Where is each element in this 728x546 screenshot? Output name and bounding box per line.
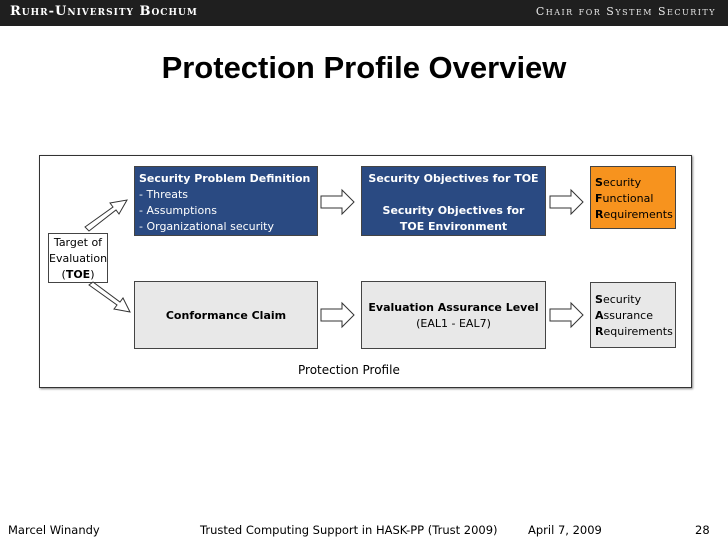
security-problem-definition-box	[134, 166, 318, 249]
security-objectives-box	[361, 166, 546, 236]
spd-title: Security Problem Definition	[139, 172, 311, 185]
eal-label: Evaluation Assurance Level	[368, 301, 539, 314]
chair-name: Chair for System Security	[535, 5, 716, 18]
toe-box	[48, 233, 108, 283]
spd-item-threats: - Threats	[139, 188, 188, 201]
objectives-env-line1: Security Objectives for	[382, 204, 525, 217]
slide-title-text: Protection Profile Overview	[161, 50, 567, 85]
institution-name: Ruhr-University Bochum	[10, 4, 198, 19]
slide-title	[0, 50, 728, 86]
sar-line-assurance: Assurance	[595, 309, 653, 322]
spd-item-policies: - Organizational security policies	[139, 220, 275, 249]
sfr-box	[590, 166, 676, 229]
protection-profile-label: Protection Profile	[298, 363, 400, 377]
sfr-line-requirements: Requirements	[595, 208, 673, 221]
eal-box	[361, 281, 546, 349]
toe-line1: Target of	[53, 236, 103, 249]
sfr-line-functional: Functional	[595, 192, 654, 205]
sar-line-requirements: Requirements	[595, 325, 673, 338]
objectives-toe: Security Objectives for TOE	[368, 172, 539, 185]
footer-date: April 7, 2009	[528, 523, 602, 537]
footer-author: Marcel Winandy	[8, 523, 100, 537]
spd-item-assumptions: - Assumptions	[139, 204, 217, 217]
objectives-env-line2: TOE Environment	[399, 220, 508, 233]
eal-range: (EAL1 - EAL7)	[416, 317, 491, 330]
footer-talk: Trusted Computing Support in HASK-PP (Trust 2009)	[200, 523, 498, 537]
sfr-line-security: Security	[595, 176, 642, 189]
sar-box	[590, 282, 676, 348]
toe-line2: Evaluation	[49, 252, 108, 265]
toe-abbr: (TOE)	[61, 268, 95, 281]
conformance-claim-label: Conformance Claim	[165, 309, 287, 322]
header-bar	[0, 0, 728, 26]
sar-line-security: Security	[595, 293, 642, 306]
footer-page-number: 28	[695, 523, 710, 537]
conformance-claim-box	[134, 281, 318, 349]
